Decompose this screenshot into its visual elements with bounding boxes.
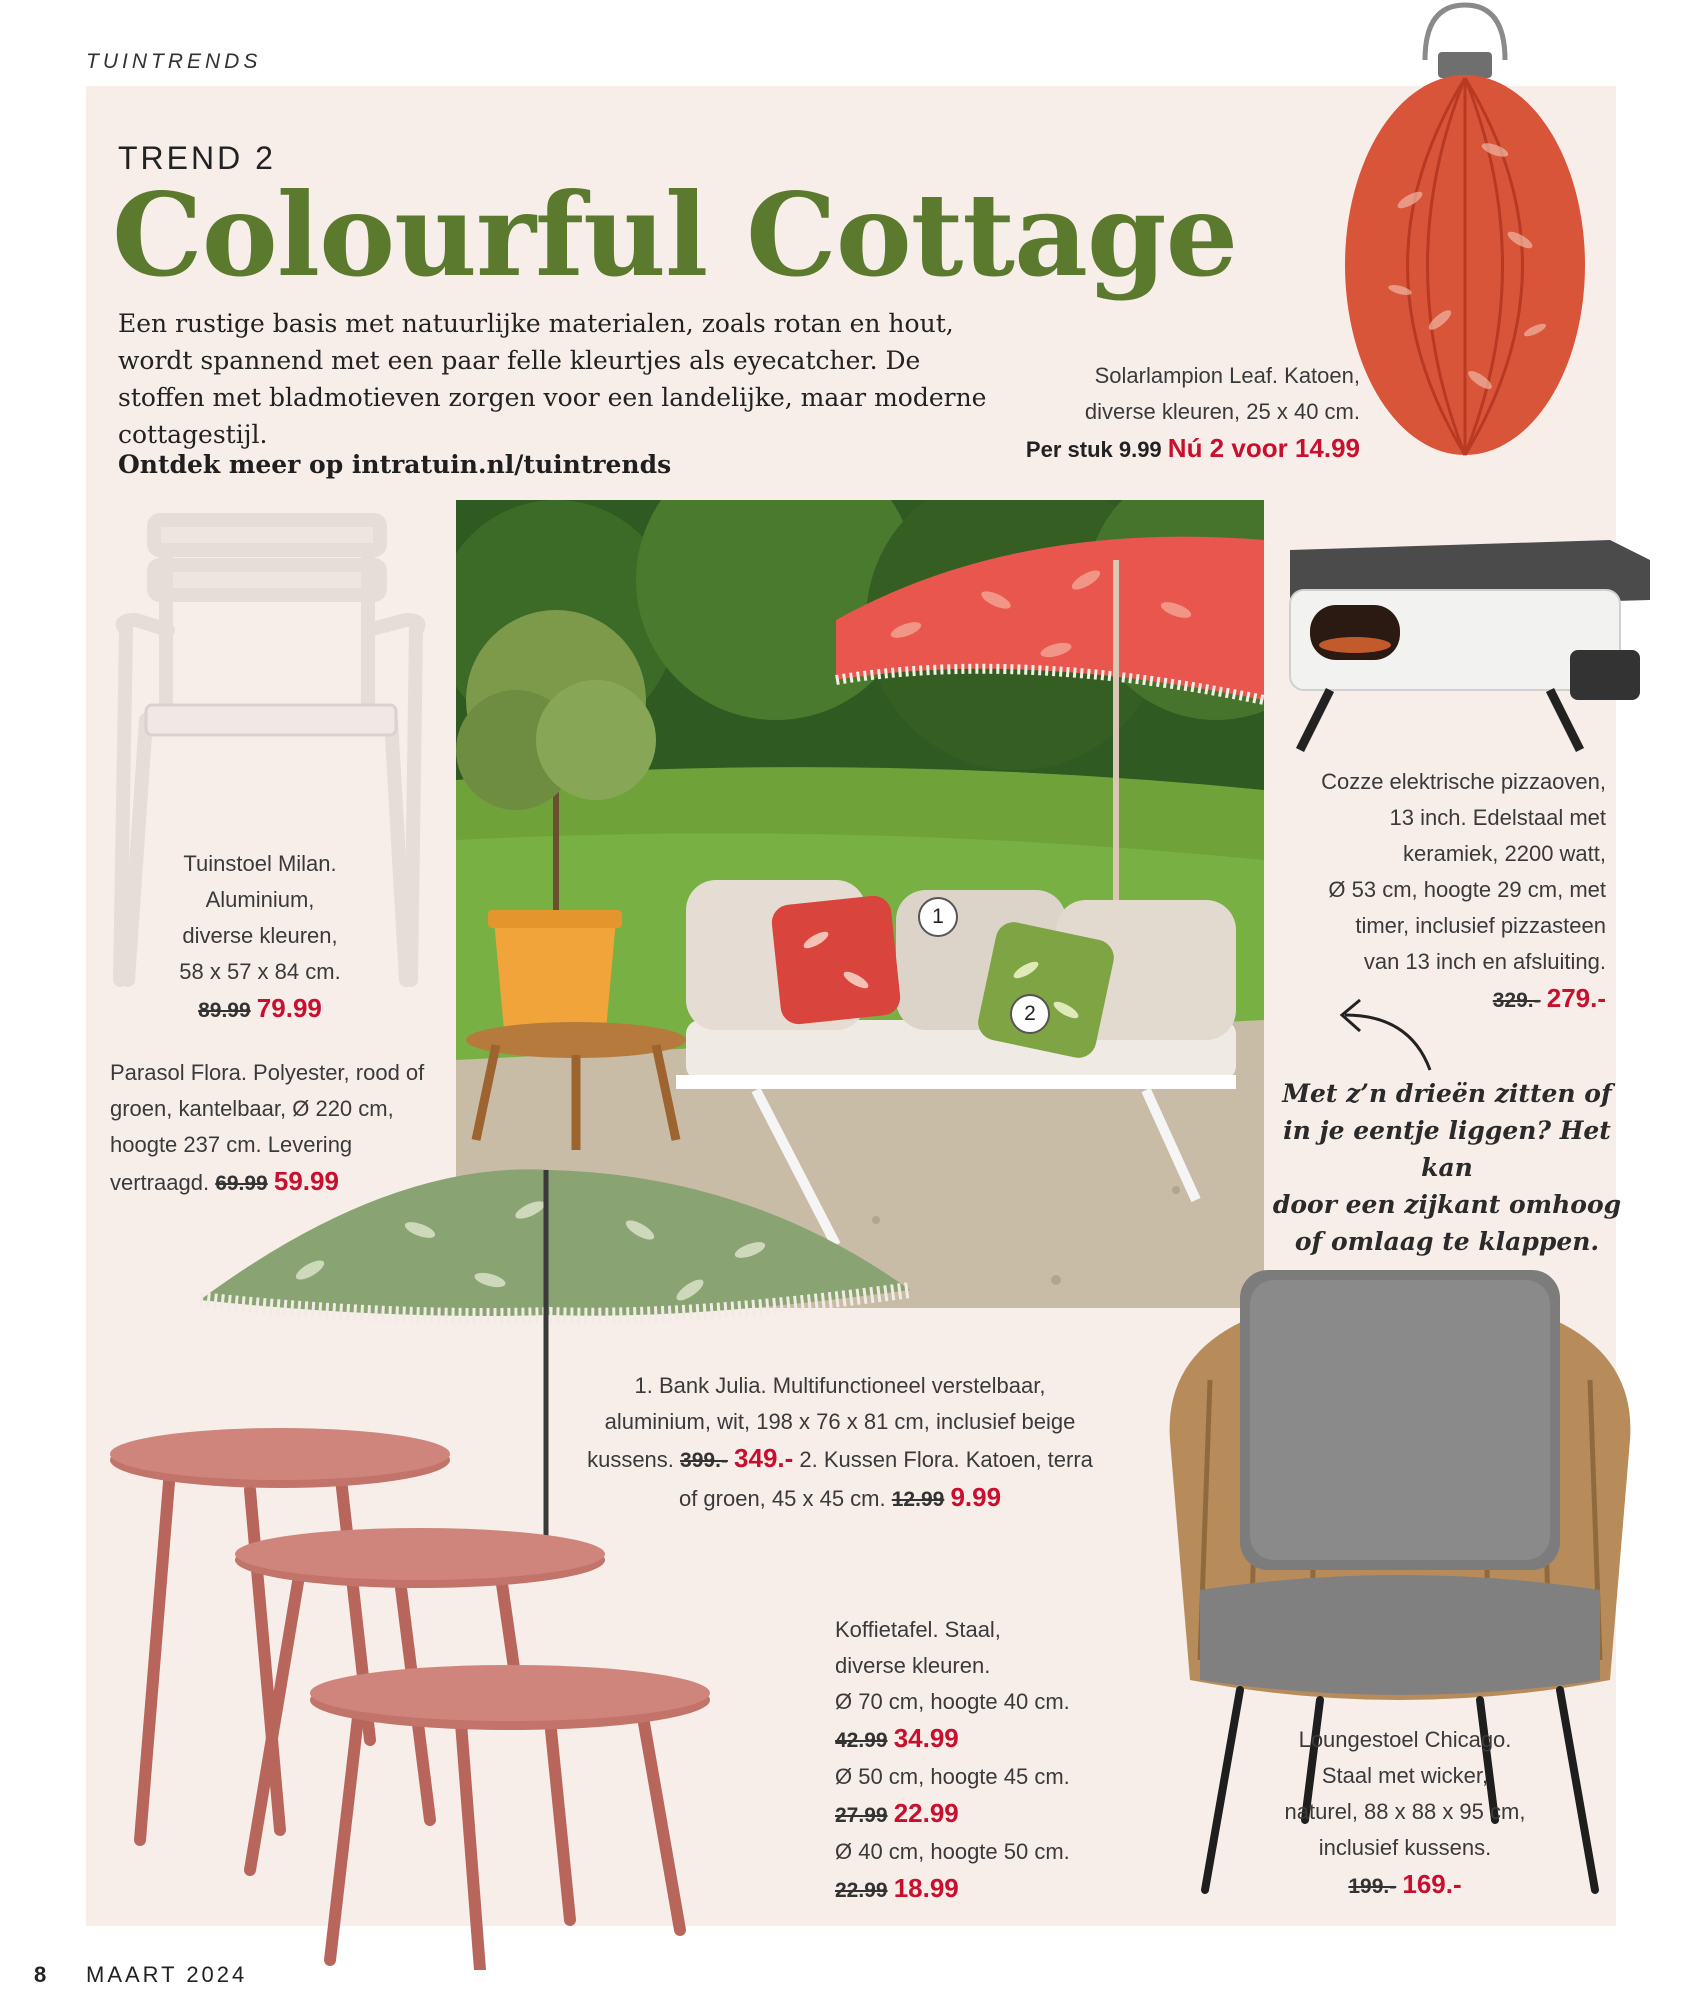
page-number: 8 [34,1962,47,1987]
chair-new-price: 79.99 [256,993,322,1023]
pizza-old-price: 329.- [1492,989,1541,1012]
cushion-old-price: 12.99 [891,1488,945,1511]
lantern-deal-price: Nú 2 voor 14.99 [1167,433,1360,463]
coffee-table-caption: Koffietafel. Staal, diverse kleuren. Ø 70 cm, hoogte 40 cm. 42.99 34.99 Ø 50 cm, hoogte 45 cm. 27.99 22.99 Ø 40 cm, hoogte 50 cm. 22.99 18.99 [835,1617,1070,1903]
issue-date: MAART 2024 [86,1962,248,1987]
lounge-old-price: 199.- [1348,1875,1397,1898]
coffee-tables-image [100,1410,820,1970]
page-title: Colourful Cottage [112,168,1238,302]
bench-caption: 1. Bank Julia. Multifunctioneel verstelbaar, aluminium, wit, 198 x 76 x 81 cm, inclusief beige kussens. 399.- 349.- 2. Kussen Flora. Katoen, terra of groen, 45 x 45 cm. 12.99 9.99 [587,1373,1093,1512]
solar-lantern-image [1330,0,1600,480]
parasol-old-price: 69.99 [215,1172,268,1195]
lantern-caption: Solarlampion Leaf. Katoen, diverse kleuren, 25 x 40 cm. Per stuk 9.99 Nú 2 voor 14.99 [1025,363,1360,463]
table-70-old-price: 42.99 [835,1729,888,1752]
pizza-new-price: 279.- [1546,983,1606,1013]
discover-link[interactable]: Ontdek meer op intratuin.nl/tuintrends [118,450,672,479]
bench-new-price: 349.- [734,1443,794,1473]
lantern-unit-price: Per stuk 9.99 [1025,437,1162,462]
table-70-new-price: 34.99 [893,1723,959,1753]
bench-quote: Met z’n drieën zitten of in je eentje liggen? Het kan door een zijkant omhoog of omlaag te klappen. [1272,1079,1622,1256]
table-40-new-price: 18.99 [893,1873,959,1903]
badge-1: 1 [918,897,958,937]
bench-old-price: 399.- [680,1449,728,1472]
badge-2: 2 [1010,994,1050,1034]
chair-caption: Tuinstoel Milan. Aluminium, diverse kleuren, 58 x 57 x 84 cm. 89.99 79.99 [179,851,341,1023]
table-50-new-price: 22.99 [893,1798,959,1828]
chair-old-price: 89.99 [198,999,251,1022]
intro-text: Een rustige basis met natuurlijke materialen, zoals rotan en hout, wordt spannend met een paar felle kleurtjes als eyecatcher. De stoffen met bladmotieven zorgen voor een landelijke, maar moderne cottagestijl. [118,309,987,449]
parasol-caption: Parasol Flora. Polyester, rood of groen, kantelbaar, Ø 220 cm, hoogte 237 cm. Levering vertraagd. 69.99 59.99 [110,1060,425,1196]
section-label: TUINTRENDS [86,50,262,73]
cushion-new-price: 9.99 [950,1482,1002,1512]
trend-label: TREND 2 [118,140,276,176]
pizza-oven-image [1270,520,1660,760]
pizza-oven-caption: Cozze elektrische pizzaoven, 13 inch. Edelstaal met keramiek, 2200 watt, Ø 53 cm, hoogte 29 cm, met timer, inclusief pizzasteen van 13 inch en afsluiting. 329.- 279.- [1321,769,1606,1013]
table-50-old-price: 27.99 [835,1804,888,1827]
lounge-new-price: 169.- [1402,1869,1462,1899]
table-40-old-price: 22.99 [835,1879,888,1902]
lounge-chair-caption: Loungestoel Chicago. Staal met wicker, naturel, 88 x 88 x 95 cm, inclusief kussens. 199.- 169.- [1284,1727,1526,1899]
arrow-icon [1330,995,1440,1075]
parasol-new-price: 59.99 [273,1166,339,1196]
